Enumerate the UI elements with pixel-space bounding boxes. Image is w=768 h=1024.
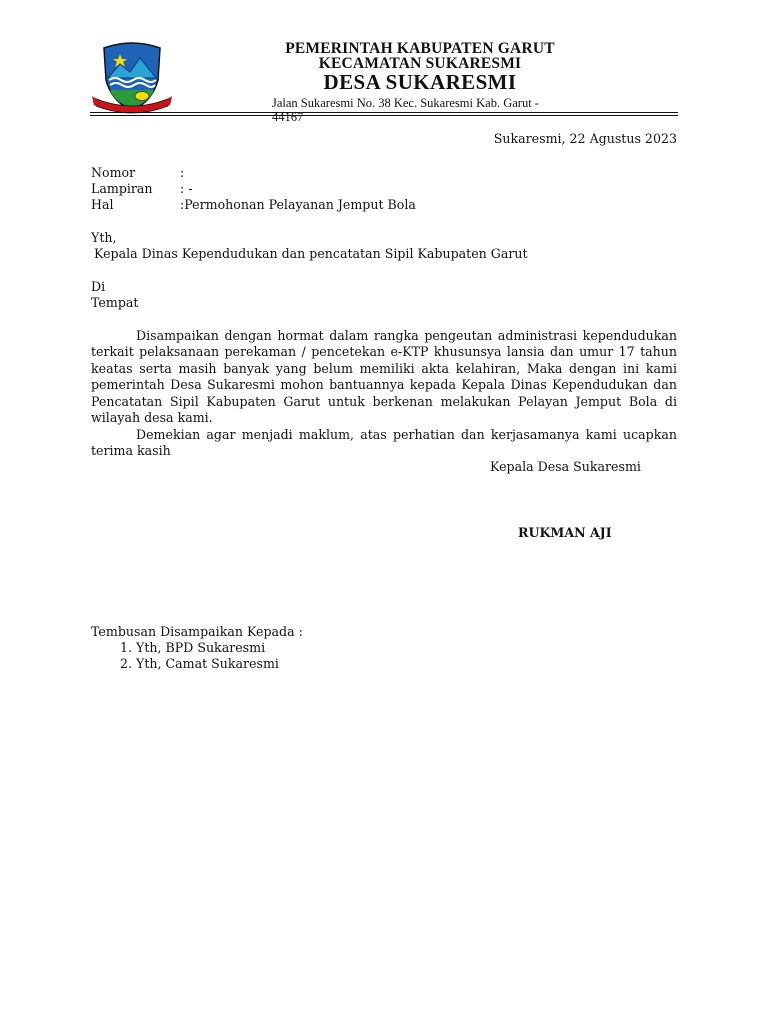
cc-list <box>91 640 279 673</box>
body-paragraph-2: Demekian agar menjadi maklum, atas perhatian dan kerjasamanya kami ucapkan terima kasih <box>91 427 677 459</box>
letterhead-divider-thin <box>90 115 678 116</box>
cc-item: 1. Yth, BPD Sukaresmi <box>136 640 279 656</box>
field-value-hal: :Permohonan Pelayanan Jemput Bola <box>180 197 416 212</box>
garut-regency-emblem-icon <box>92 40 172 116</box>
cc-heading: Tembusan Disampaikan Kepada : <box>91 624 303 639</box>
signature-title: Kepala Desa Sukaresmi <box>490 459 641 474</box>
recipient-name: Kepala Dinas Kependudukan dan pencatatan Sipil Kabupaten Garut <box>94 246 528 261</box>
letterhead-divider <box>90 112 678 113</box>
signature-name: RUKMAN AJI <box>518 525 612 540</box>
letterhead-address: Jalan Sukaresmi No. 38 Kec. Sukaresmi Kab. Garut - 44167 <box>272 96 539 124</box>
letter-date: Sukaresmi, 22 Agustus 2023 <box>493 131 677 146</box>
field-value-lampiran: : - <box>180 181 193 196</box>
letterhead-government: PEMERINTAH KABUPATEN GARUT <box>285 40 555 57</box>
recipient-place: Tempat <box>91 295 139 310</box>
field-label-hal: Hal <box>91 197 114 212</box>
cc-item: 2. Yth, Camat Sukaresmi <box>136 656 279 672</box>
field-label-lampiran: Lampiran <box>91 181 153 196</box>
field-value-nomor: : <box>180 165 185 180</box>
letterhead-village: DESA SUKARESMI <box>323 70 517 94</box>
salutation: Yth, <box>91 230 117 245</box>
body-paragraph-1: Disampaikan dengan hormat dalam rangka pengeutan administrasi kependudukan terkait pelaksanaan perekaman / pencetekan e-KTP khusunsya lansia dan umur 17 tahun keatas serta masih banyak yang belum memiliki akta kelahiran, Maka dengan ini kami pemerintah Desa Sukaresmi mohon bantuannya kepada Kepala Dinas Kependudukan dan Pencatatan Sipil Kabupaten Garut untuk berkenan melakukan Pelayan Jemput Bola di wilayah desa kami. <box>91 328 677 426</box>
field-label-nomor: Nomor <box>91 165 136 180</box>
letterhead-district: KECAMATAN SUKARESMI <box>318 55 522 72</box>
recipient-di: Di <box>91 279 106 294</box>
